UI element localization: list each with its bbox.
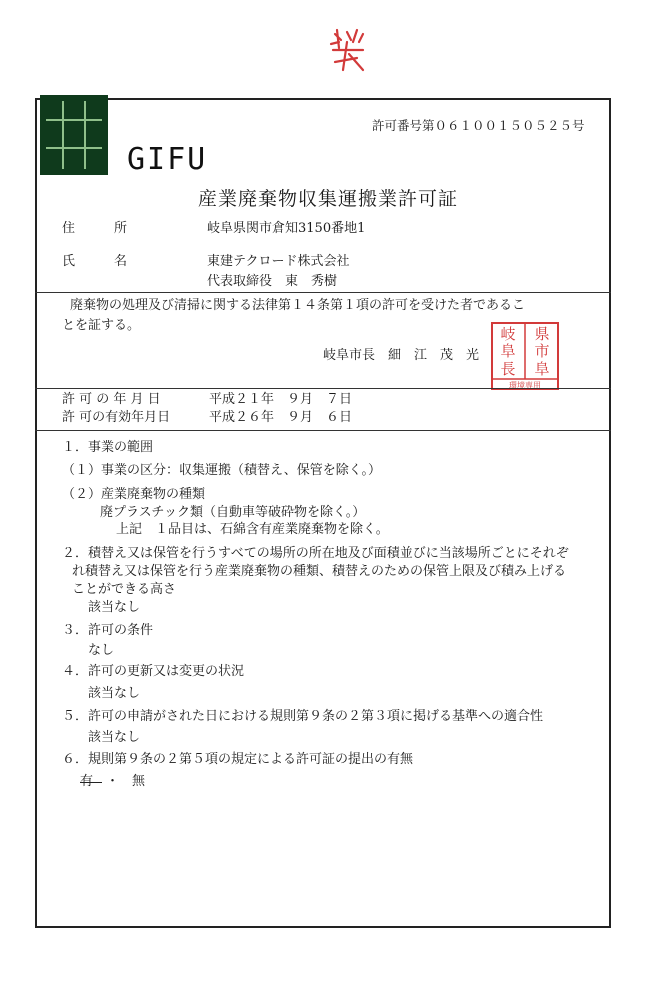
- section-1-item-2: （２）産業廃棄物の種類: [62, 487, 206, 502]
- section-5-title: ５．許可の申請がされた日における規則第９条の２第３項に掲げる基準への適合性: [62, 709, 544, 724]
- section-4-value: 該当なし: [88, 686, 141, 701]
- section-2-value: 該当なし: [88, 600, 141, 615]
- seal-char: 市: [534, 342, 550, 360]
- section-3-value: なし: [88, 643, 115, 658]
- permit-date-value: 平成２１年 ９月 ７日: [209, 392, 353, 407]
- issuer-name: 岐阜市長 細 江 茂 光: [323, 348, 480, 363]
- seal-char: 阜: [500, 342, 516, 360]
- seal-char: 環境専用: [509, 381, 541, 390]
- seal-char: 阜: [534, 360, 550, 378]
- name-label: 氏 名: [62, 254, 128, 269]
- address-value: 岐阜県関市倉知3150番地1: [207, 221, 366, 236]
- section-6-value: 有 ・ 無: [80, 774, 146, 789]
- company-name: 東建テクロード株式会社: [207, 254, 350, 269]
- section-1-title: １．事業の範囲: [62, 440, 154, 455]
- address-label: 住 所: [62, 221, 128, 236]
- section-2-line-1: ２．積替え又は保管を行うすべての場所の所在地及び面積並びに当該場所ごとにそれぞ: [62, 546, 569, 561]
- gifu-emblem-icon: [40, 95, 108, 175]
- gifu-logo-text: GIFU: [127, 142, 208, 177]
- section-3-title: ３．許可の条件: [62, 623, 154, 638]
- certification-line-2: とを証する。: [62, 318, 141, 333]
- seal-char: 長: [500, 360, 516, 378]
- waste-type: 廃プラスチック類（自動車等破砕物を除く。）: [100, 505, 366, 520]
- top-stamp: [327, 26, 369, 74]
- waste-note: 上記 １品目は、石綿含有産業廃棄物を除く。: [116, 522, 389, 537]
- strikethrough: [80, 782, 102, 783]
- seal-char: 県: [534, 325, 550, 343]
- permit-date-label: 許 可 の 年 月 日: [62, 392, 161, 407]
- section-5-value: 該当なし: [88, 730, 141, 745]
- section-2-line-2: れ積替え又は保管を行う産業廃棄物の種類、積替えのための保管上限及び積み上げる: [72, 564, 567, 579]
- divider: [35, 430, 611, 431]
- section-2-line-3: ことができる高さ: [72, 582, 177, 597]
- permit-number: 許可番号第０６１００１５０５２５号: [372, 118, 585, 133]
- official-seal-icon: [490, 321, 560, 391]
- section-6-title: ６．規則第９条の２第５項の規定による許可証の提出の有無: [62, 752, 414, 767]
- section-1-item-1: （１）事業の区分：収集運搬（積替え、保管を除く。）: [62, 463, 382, 478]
- page-title: 産業廃棄物収集運搬業許可証: [198, 188, 459, 210]
- representative-name: 代表取締役 東 秀樹: [207, 274, 338, 289]
- expiry-date-value: 平成２６年 ９月 ６日: [209, 410, 353, 425]
- expiry-date-label: 許 可の有効年月日: [62, 410, 171, 425]
- section-4-title: ４．許可の更新又は変更の状況: [62, 664, 245, 679]
- divider: [35, 388, 611, 389]
- certification-line-1: 廃棄物の処理及び清掃に関する法律第１４条第１項の許可を受けた者であるこ: [70, 298, 526, 313]
- divider: [35, 292, 611, 293]
- seal-char: 岐: [500, 325, 516, 343]
